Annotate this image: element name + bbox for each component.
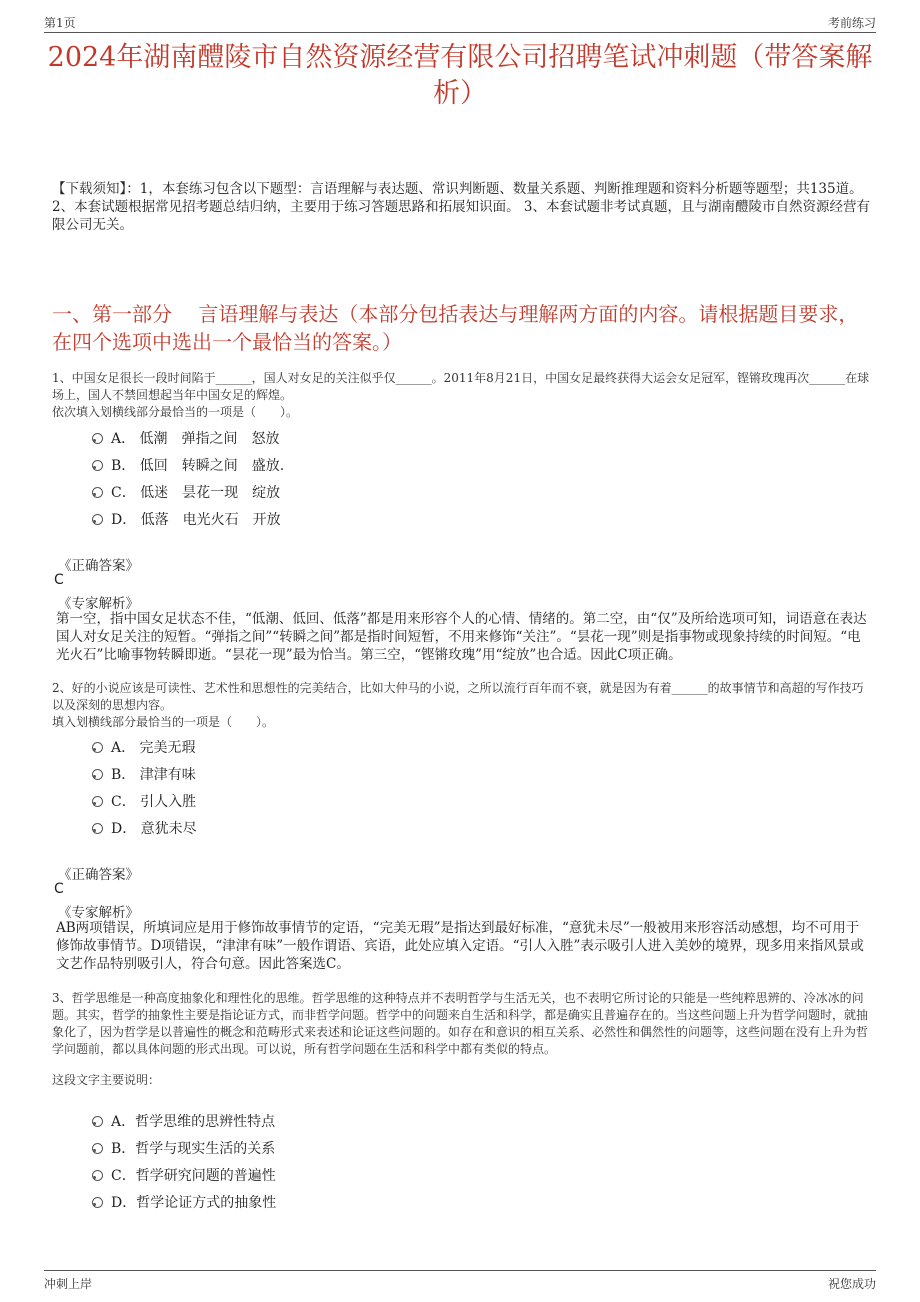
radio-icon[interactable] xyxy=(92,460,103,471)
option-b[interactable]: B．哲学与现实生活的关系 xyxy=(92,1136,276,1163)
expert-label: 《专家解析》 xyxy=(58,905,139,921)
radio-icon[interactable] xyxy=(92,742,103,753)
option-b[interactable]: B． 低回 转瞬之间 盛放. xyxy=(92,453,284,480)
question-3-options xyxy=(92,1109,276,1217)
answer-label: 《正确答案》 xyxy=(58,867,139,883)
answer-value: C xyxy=(54,572,64,588)
question-stem-text: 3、哲学思维是一种高度抽象化和理性化的思维。哲学思维的这种特点并不表明哲学与生活无关，也不表明它所讨论的只能是一些纯粹思辨的、冷冰冰的问题。其实，哲学的抽象性主要是指论证方式，而非哲学问题。哲学中的问题来自生活和科学，都是确实且普遍存在的。当这些问题上升为哲学问题时，就抽象化了，因为哲学是以普遍性的概念和范畴形式来表述和论证这些问题的。如存在和意识的相互关系、必然性和偶然性的问题等，这些问题在没有上升为哲学问题前，都以具体问题的形式出现。可以说，所有哲学问题在生活和科学中都有类似的特点。 xyxy=(52,991,869,1056)
question-stem-text: 1、中国女足很长一段时间陷于______，国人对女足的关注似乎仅______。2011年8月21日，中国女足最终获得大运会女足冠军，铿锵玫瑰再次______在球场上，国人不禁回想起当年中国女足的辉煌。 xyxy=(52,371,870,402)
explanation: 第一空，指中国女足状态不佳，“低潮、低回、低落”都是用来形容个人的心情、情绪的。第二空，由“仅”及所给选项可知，词语意在表达国人对女足关注的短暂。“弹指之间”“转瞬之间”都是指时间短暂，不用来修饰“关注”。“昙花一现”则是指事物或现象持续的时间短。“电光火石”比喻事物转瞬即逝。“昙花一现”最为恰当。第三空，“铿锵玫瑰”用“绽放”也合适。因此C项正确。 xyxy=(56,611,867,663)
explanation: AB两项错误，所填词应是用于修饰故事情节的定语，“完美无瑕”是指达到最好标准，“意犹未尽”一般被用来形容活动感想，均不可用于修饰故事情节。D项错误，“津津有味”一般作谓语、宾语，此处应填入定语。“引人入胜”表示吸引人进入美妙的境界，现多用来指风景或文艺作品特别吸引人，符合句意。因此答案选C。 xyxy=(56,920,864,972)
option-b[interactable]: B． 津津有味 xyxy=(92,762,197,789)
option-c[interactable]: C．哲学研究问题的普遍性 xyxy=(92,1163,276,1190)
expert-label: 《专家解析》 xyxy=(58,596,139,612)
option-c[interactable]: C． 引人入胜 xyxy=(92,789,197,816)
answer-label: 《正确答案》 xyxy=(58,558,139,574)
question-2-stem xyxy=(52,680,872,731)
radio-icon[interactable] xyxy=(92,796,103,807)
radio-icon[interactable] xyxy=(92,769,103,780)
page-header xyxy=(44,10,876,33)
question-stem-text: 2、好的小说应该是可读性、艺术性和思想性的完美结合，比如大仲马的小说，之所以流行百年而不衰，就是因为有着______的故事情节和高超的写作技巧以及深刻的思想内容。 xyxy=(52,681,864,712)
footer-right-text: 祝您成功 xyxy=(827,1277,876,1291)
option-a[interactable]: A． 完美无瑕 xyxy=(92,735,197,762)
option-d[interactable]: D． 意犹未尽 xyxy=(92,816,197,843)
radio-icon[interactable] xyxy=(92,1197,103,1208)
option-c[interactable]: C． 低迷 昙花一现 绽放 xyxy=(92,480,284,507)
radio-icon[interactable] xyxy=(92,433,103,444)
option-a[interactable]: A．哲学思维的思辨性特点 xyxy=(92,1109,276,1136)
download-notice: 【下载须知】：1，本套练习包含以下题型：言语理解与表达题、常识判断题、数量关系题、判断推理题和资料分析题等题型；共135道。 2、本套试题根据常见招考题总结归纳，主要用于练习答题思路和拓展知识面。 3、本套试题非考试真题，且与湖南醴陵市自然资源经营有限公司无关。 xyxy=(52,181,870,233)
radio-icon[interactable] xyxy=(92,514,103,525)
footer-left-text: 冲刺上岸 xyxy=(44,1277,93,1291)
radio-icon[interactable] xyxy=(92,1170,103,1181)
radio-icon[interactable] xyxy=(92,1143,103,1154)
page-number: 第1页 xyxy=(44,16,76,30)
question-1-stem xyxy=(52,370,872,421)
section-heading: 一、第一部分 言语理解与表达（本部分包括表达与理解两方面的内容。请根据题目要求，在四个选项中选出一个最恰当的答案。） xyxy=(52,302,859,354)
page-footer xyxy=(44,1270,876,1295)
question-prompt: 填入划横线部分最恰当的一项是（ ）。 xyxy=(52,715,275,729)
answer-value: C xyxy=(54,881,64,897)
question-3-stem xyxy=(52,990,872,1089)
header-tag: 考前练习 xyxy=(827,16,876,30)
document-title: 2024年湖南醴陵市自然资源经营有限公司招聘笔试冲刺题（带答案解析） xyxy=(47,42,873,109)
radio-icon[interactable] xyxy=(92,1116,103,1127)
option-d[interactable]: D．哲学论证方式的抽象性 xyxy=(92,1190,276,1217)
radio-icon[interactable] xyxy=(92,487,103,498)
radio-icon[interactable] xyxy=(92,823,103,834)
question-prompt: 这段文字主要说明： xyxy=(52,1073,161,1087)
question-1-options xyxy=(92,426,284,534)
option-a[interactable]: A． 低潮 弹指之间 怒放 xyxy=(92,426,284,453)
question-2-options xyxy=(92,735,197,843)
option-d[interactable]: D． 低落 电光火石 开放 xyxy=(92,507,284,534)
question-prompt: 依次填入划横线部分最恰当的一项是（ ）。 xyxy=(52,405,299,419)
